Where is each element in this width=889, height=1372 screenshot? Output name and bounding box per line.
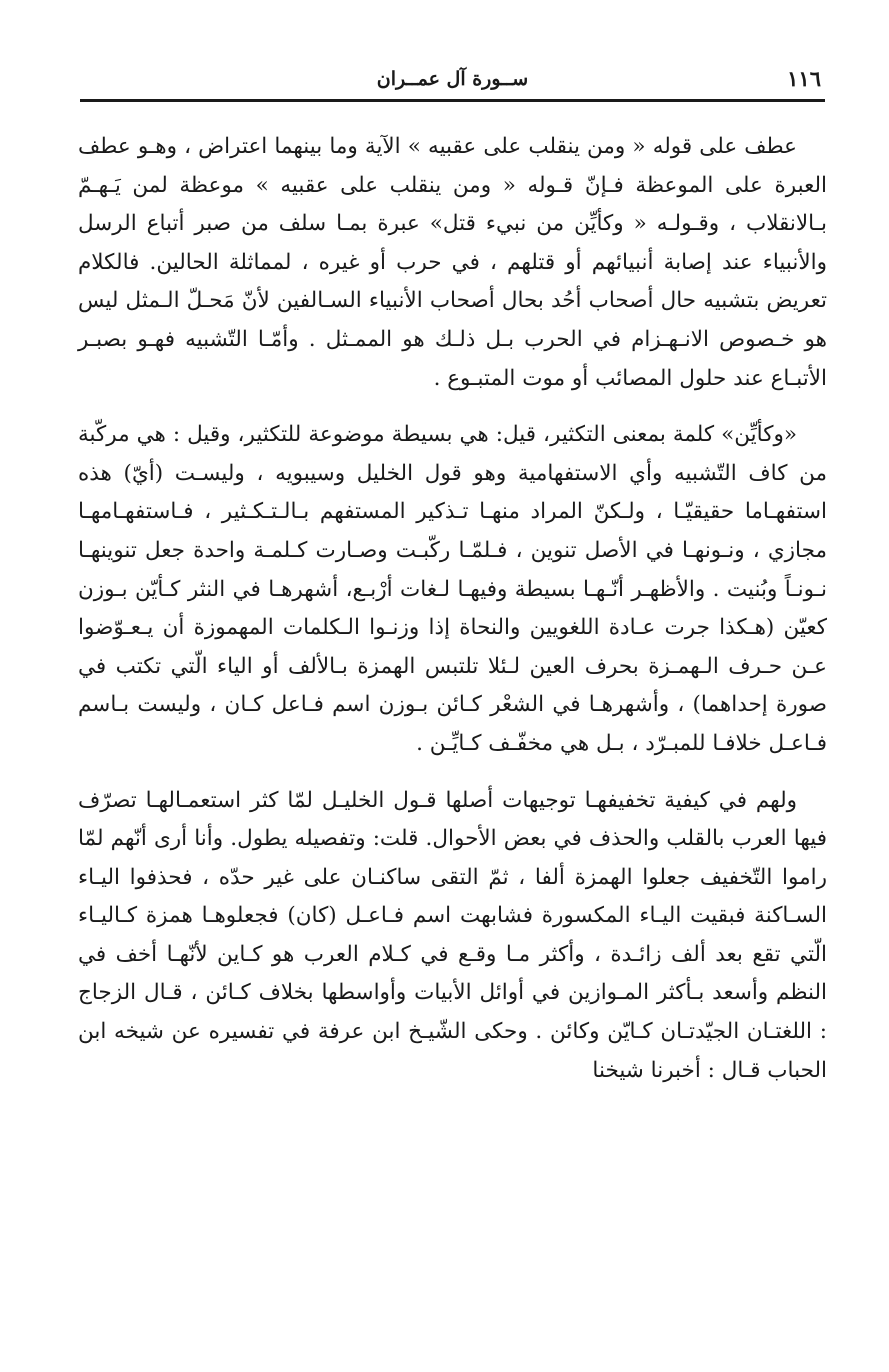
paragraph-gap [78, 398, 827, 416]
page-body [78, 128, 827, 1090]
page-number: ١١٦ [787, 66, 821, 91]
running-title: ســورة آل عمــران [376, 68, 529, 90]
paragraph-2: «وكأيِّن» كلمة بمعنى التكثير، قيل: هي بسيطة موضوعة للتكثير، وقيل : هي مركّبة من كاف التّشبيه وأي الاستفهامية وهو قول الخليل وسيبويه ، وليسـت (أيّ) هذه استفهـاما حقيقيّـا ، ولـكنّ المراد منهـا تـذكير المستفهم بـالـتـكـثير ، فـاستفهـامهـا مجازي ، ونـونهـا في الأصل تنوين ، فـلمّـا ركّبـت وصـارت كـلمـة واحدة جعل تنوينهـا نـونـاً وبُنيت . والأظهـر أنّـهـا بسيطة وفيهـا لـغات أرْبـع، أشهرهـا في النثر كـأيّن بـوزن كعيّن (هـكذا جرت عـادة اللغويين والنحاة إذا وزنـوا الـكلمات المهموزة أن يـعـوّضوا عـن حـرف الـهمـزة بحرف العين لـئلا تلتبس الهمزة بـالألف أو الياء الّتي تكتب في صورة إحداهما) ، وأشهرهـا في الشعْر كـائن بـوزن اسم فـاعل كـان ، وليست بـاسم فـاعـل خلافـا للمبـرّد ، بـل هي مخفّـف كـايِّـن . [78, 422, 827, 756]
paragraph-gap [78, 764, 827, 782]
paragraph-1: عطف على قوله « ومن ينقلب على عقبيه » الآية وما بينهما اعتراض ، وهـو عطف العبرة على الموعظة فـإنّ قـوله « ومن ينقلب على عقبيه » موعظة لمن يَـهـمّ بـالانقلاب ، وقـولـه « وكأيِّن من نبيء قتل» عبرة بمـا سلف من صبر أتباع الرسل والأنبياء عند إصابة أنبيائهم أو قتلهم ، في حرب أو غيره ، لمماثلة الحالين. فالكلام تعريض بتشبيه حال أصحاب أحُد بحال أصحاب الأنبياء السـالفين لأنّ مَحـلّ الـمثل ليس هو خـصوص الانـهـزام في الحرب بـل ذلـك هو الممـثل . وأمّـا التّشبيه فهـو بصبـر الأتبـاع عند حلول المصائب أو موت المتبـوع . [78, 134, 827, 391]
page-header [80, 58, 825, 98]
header-rule [80, 99, 825, 102]
paragraph-3: ولهم في كيفية تخفيفهـا توجيهات أصلها قـول الخليـل لمّا كثر استعمـالهـا تصرّف فيها العرب بالقلب والحذف في بعض الأحوال. قلت: وتفصيله يطول. وأنا أرى أنّهم لمّا راموا التّخفيف جعلوا الهمزة ألفا ، ثمّ التقى ساكنـان على غير حدّه ، فحذفوا اليـاء السـاكنة فبقيت اليـاء المكسورة فشابهت اسم فـاعـل (كان) فجعلوهـا همزة كـاليـاء الّتي تقع بعد ألف زائـدة ، وأكثر مـا وقـع في كـلام العرب هو كـاين لأنّهـا أخف في النظم وأسعد بـأكثر المـوازين في أوائل الأبيات وأواسطها بخلاف كـائن ، قـال الزجاج : اللغتـان الجيّدتـان كـايّن وكائن . وحكى الشّيـخ ابن عرفة في تفسيره عن شيخه ابن الحباب قـال : أخبرنا شيخنا [78, 787, 827, 1083]
